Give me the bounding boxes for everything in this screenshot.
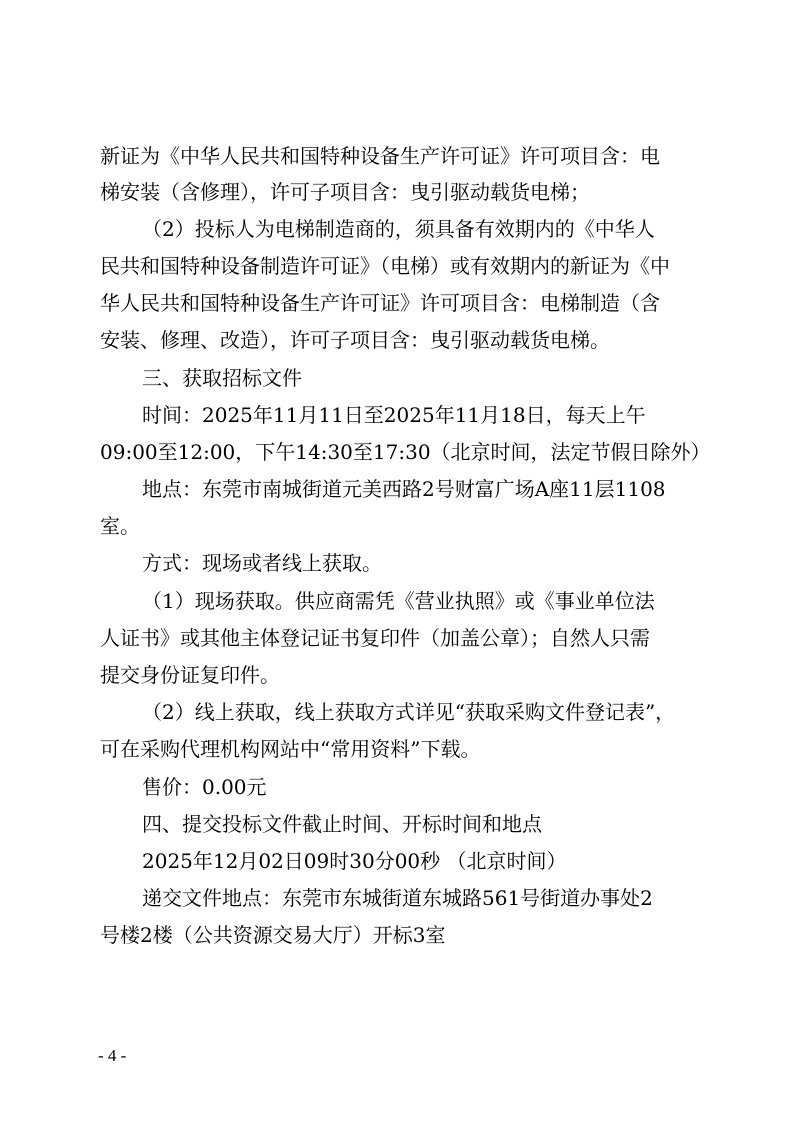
- price-line: 售价：0.00元: [142, 775, 267, 799]
- paragraph-line: 新证为《中华人民共和国特种设备生产许可证》许可项目含：电: [100, 144, 660, 168]
- paragraph-line: 人证书》或其他主体登记证书复印件（加盖公章）；自然人只需: [100, 626, 650, 650]
- paragraph-line: 安装、修理、改造），许可子项目含：曳引驱动载货电梯。: [100, 328, 610, 352]
- paragraph-line: 梯安装（含修理），许可子项目含：曳引驱动载货电梯；: [100, 180, 590, 204]
- section-heading: 四、提交投标文件截止时间、开标时间和地点: [142, 812, 542, 836]
- paragraph-line: 地点：东莞市南城街道元美西路2号财富广场A座11层1108: [142, 477, 666, 501]
- page-number: - 4 -: [98, 1046, 127, 1065]
- paragraph-line: 华人民共和国特种设备生产许可证》许可项目含：电梯制造（含: [100, 291, 660, 315]
- paragraph-line: 09:00至12:00，下午14:30至17:30（北京时间，法定节假日除外）: [100, 440, 711, 464]
- paragraph-line: 时间：2025年11月11日至2025年11月18日，每天上午: [142, 403, 646, 427]
- paragraph-line: （2）投标人为电梯制造商的，须具备有效期内的《中华人: [142, 217, 655, 241]
- paragraph-line: （2）线上获取，线上获取方式详见“获取采购文件登记表”，: [142, 700, 676, 724]
- section-heading: 三、获取招标文件: [142, 366, 302, 390]
- deadline-line: 2025年12月02日09时30分00秒 （北京时间）: [142, 849, 567, 873]
- paragraph-line: 号楼2楼（公共资源交易大厅）开标3室: [100, 923, 446, 947]
- paragraph-line: 可在采购代理机构网站中“常用资料”下载。: [100, 737, 481, 761]
- paragraph-line: 递交文件地点：东莞市东城街道东城路561号街道办事处2: [142, 886, 653, 910]
- paragraph-line: 室。: [100, 514, 140, 538]
- paragraph-line: （1）现场获取。供应商需凭《营业执照》或《事业单位法: [142, 589, 655, 613]
- paragraph-line: 提交身份证复印件。: [100, 663, 280, 687]
- paragraph-line: 方式：现场或者线上获取。: [142, 551, 382, 575]
- paragraph-line: 民共和国特种设备制造许可证》（电梯）或有效期内的新证为《中: [100, 254, 670, 278]
